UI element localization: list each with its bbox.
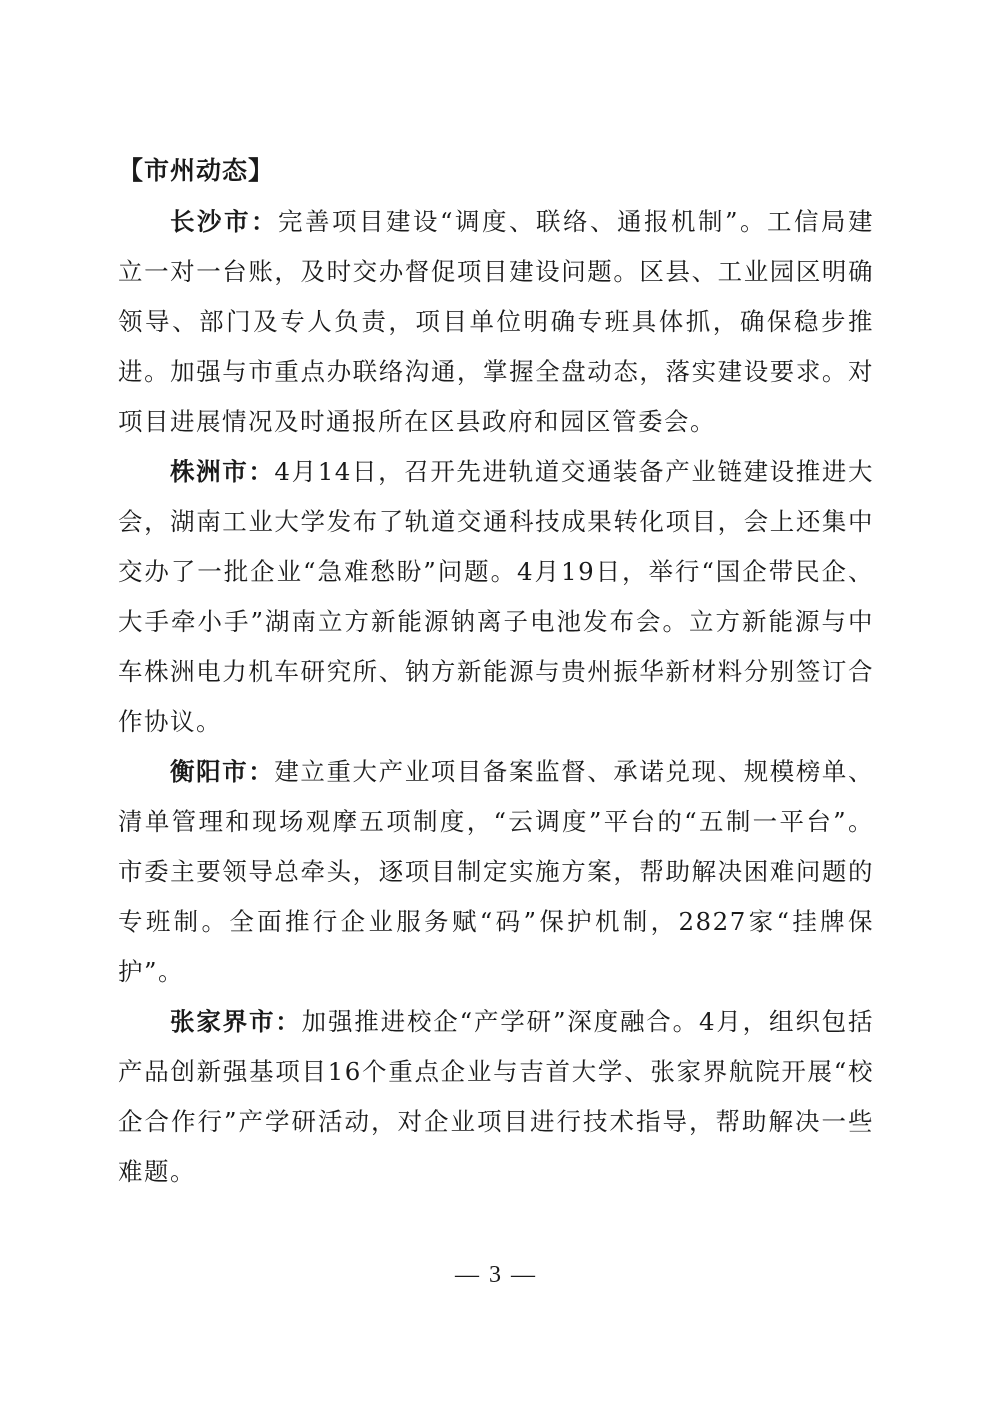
- paragraph-text-zhangjiajie: 加强推进校企“产学研”深度融合。4月，组织包括产品创新强基项目16个重点企业与吉首大学、张家界航院开展“校企合作行”产学研活动，对企业项目进行技术指导，帮助解决一些难题。: [118, 1007, 874, 1186]
- city-name-zhangjiajie: 张家界市：: [170, 1007, 302, 1036]
- city-name-zhuzhou: 株洲市：: [170, 457, 275, 486]
- paragraph-text-changsha: 完善项目建设“调度、联络、通报机制”。工信局建立一对一台账，及时交办督促项目建设问题。区县、工业园区明确领导、部门及专人负责，项目单位明确专班具体抓，确保稳步推进。加强与市重点办联络沟通，掌握全盘动态，落实建设要求。对项目进展情况及时通报所在区县政府和园区管委会。: [118, 207, 874, 436]
- section-title: 【市州动态】: [118, 156, 275, 185]
- paragraph-text-zhuzhou: 4月14日，召开先进轨道交通装备产业链建设推进大会，湖南工业大学发布了轨道交通科技成果转化项目，会上还集中交办了一批企业“急难愁盼”问题。4月19日，举行“国企带民企、大手牵小手”湖南立方新能源钠离子电池发布会。立方新能源与中车株洲电力机车研究所、钠方新能源与贵州振华新材料分别签订合作协议。: [118, 457, 874, 736]
- paragraph-text-hengyang: 建立重大产业项目备案监督、承诺兑现、规模榜单、清单管理和现场观摩五项制度，“云调度”平台的“五制一平台”。市委主要领导总牵头，逐项目制定实施方案，帮助解决困难问题的专班制。全面推行企业服务赋“码”保护机制，2827家“挂牌保护”。: [118, 757, 875, 986]
- paragraph-zhuzhou: [118, 447, 874, 747]
- city-name-hengyang: 衡阳市：: [170, 757, 275, 786]
- paragraph-changsha: [118, 197, 874, 447]
- document-body: [118, 145, 874, 1197]
- paragraph-zhangjiajie: [118, 997, 874, 1197]
- city-name-changsha: 长沙市：: [170, 207, 278, 236]
- paragraph-hengyang: [118, 747, 874, 997]
- page-number: — 3 —: [455, 1262, 537, 1288]
